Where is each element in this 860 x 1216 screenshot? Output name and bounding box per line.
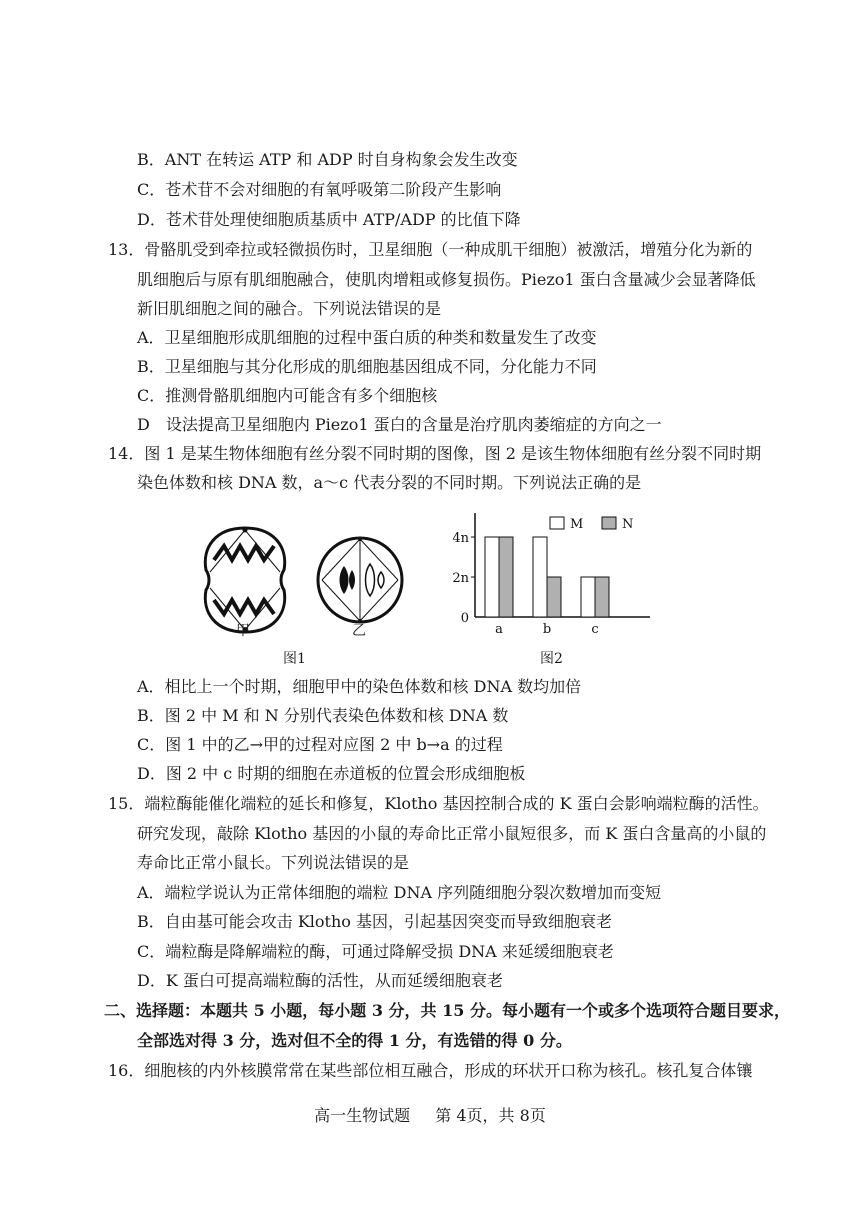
legend-swatch-M [550, 517, 564, 529]
page-footer [0, 1103, 860, 1126]
footer-subject: 高一生物试题 [314, 1106, 411, 1125]
figure-2-chart [440, 505, 660, 640]
q14-option-c: C．图 1 中的乙→甲的过程对应图 2 中 b→a 的过程 [137, 735, 503, 754]
q15-stem-line1: 15．端粒酶能催化端粒的延长和修复，Klotho 基因控制合成的 K 蛋白会影响端粒酶的活性。 [108, 794, 769, 813]
y-tick-label-1: 2n [452, 571, 469, 586]
bar-M-a [485, 537, 499, 617]
section-2-header-line1: 二、选择题：本题共 5 小题，每小题 3 分，共 15 分。每小题有一个或多个选项符合题目要求， [104, 1001, 790, 1020]
x-tick-label-b: b [542, 622, 552, 637]
figure-2-caption: 图2 [540, 651, 563, 667]
cell-jia-diagram [205, 528, 284, 633]
legend-swatch-N [602, 517, 616, 529]
q13-stem-line2: 肌细胞后与原有肌细胞融合，使肌肉增粗或修复损伤。Piezo1 蛋白含量减少会显著降低 [137, 270, 756, 289]
bar-M-b [533, 537, 547, 617]
bar-M-c [581, 577, 595, 617]
q13-option-b: B．卫星细胞与其分化形成的肌细胞基因组成不同，分化能力不同 [137, 357, 597, 376]
y-tick-label-2: 4n [452, 531, 469, 546]
q15-option-a: A．端粒学说认为正常体细胞的端粒 DNA 序列随细胞分裂次数增加而变短 [137, 883, 662, 902]
q12-option-d: D．苍术苷处理使细胞质基质中 ATP/ADP 的比值下降 [137, 210, 521, 229]
cell-jia-label: 甲 [236, 623, 250, 639]
q14-stem-line2: 染色体数和核 DNA 数，a～c 代表分裂的不同时期。下列说法正确的是 [137, 473, 642, 492]
q13-stem-line1: 13．骨骼肌受到牵拉或轻微损伤时，卫星细胞（一种成肌干细胞）被激活，增殖分化为新的 [108, 240, 753, 259]
q15-option-c: C．端粒酶是降解端粒的酶，可通过降解受损 DNA 来延缓细胞衰老 [137, 942, 614, 961]
figure-1-cells [200, 520, 420, 640]
q13-option-c: C．推测骨骼肌细胞内可能含有多个细胞核 [137, 386, 438, 405]
q12-option-b: B．ANT 在转运 ATP 和 ADP 时自身构象会发生改变 [137, 150, 518, 169]
q15-stem-line3: 寿命比正常小鼠长。下列说法错误的是 [137, 853, 410, 872]
q14-option-d: D．图 2 中 c 时期的细胞在赤道板的位置会形成细胞板 [137, 764, 526, 783]
bar-N-b [547, 577, 561, 617]
q13-option-d: D 设法提高卫星细胞内 Piezo1 蛋白的含量是治疗肌肉萎缩症的方向之一 [137, 415, 662, 434]
x-tick-label-c: c [591, 622, 599, 637]
legend-label-N: N [622, 517, 634, 532]
footer-page-number: 第 4页，共 8页 [435, 1106, 546, 1125]
x-tick-label-a: a [495, 622, 503, 637]
q15-option-b: B．自由基可能会攻击 Klotho 基因，引起基因突变而导致细胞衰老 [137, 912, 613, 931]
q12-option-c: C．苍术苷不会对细胞的有氧呼吸第二阶段产生影响 [137, 180, 502, 199]
q14-stem-line1: 14．图 1 是某生物体细胞有丝分裂不同时期的图像，图 2 是该生物体细胞有丝分裂不同时期 [108, 444, 762, 463]
q15-option-d: D．K 蛋白可提高端粒酶的活性，从而延缓细胞衰老 [137, 971, 503, 990]
q13-option-a: A．卫星细胞形成肌细胞的过程中蛋白质的种类和数量发生了改变 [137, 328, 597, 347]
bar-N-a [499, 537, 513, 617]
bar-N-c [595, 577, 609, 617]
q14-option-b: B．图 2 中 M 和 N 分别代表染色体数和核 DNA 数 [137, 706, 509, 725]
q15-stem-line2: 研究发现，敲除 Klotho 基因的小鼠的寿命比正常小鼠短很多，而 K 蛋白含量高的小鼠的 [137, 824, 767, 843]
section-2-header-line2: 全部选对得 3 分，选对但不全的得 1 分，有选错的得 0 分。 [137, 1031, 572, 1050]
cell-yi-label: 乙 [352, 623, 366, 639]
y-tick-label-0: 0 [460, 611, 469, 626]
legend-label-M: M [570, 517, 584, 532]
q16-stem-line1: 16．细胞核的内外核膜常常在某些部位相互融合，形成的环状开口称为核孔。核孔复合体镶 [108, 1061, 753, 1080]
cell-yi-diagram [318, 537, 402, 623]
figure-1-caption: 图1 [283, 651, 306, 667]
q13-stem-line3: 新旧肌细胞之间的融合。下列说法错误的是 [137, 299, 442, 318]
q14-option-a: A．相比上一个时期，细胞甲中的染色体数和核 DNA 数均加倍 [137, 677, 582, 696]
